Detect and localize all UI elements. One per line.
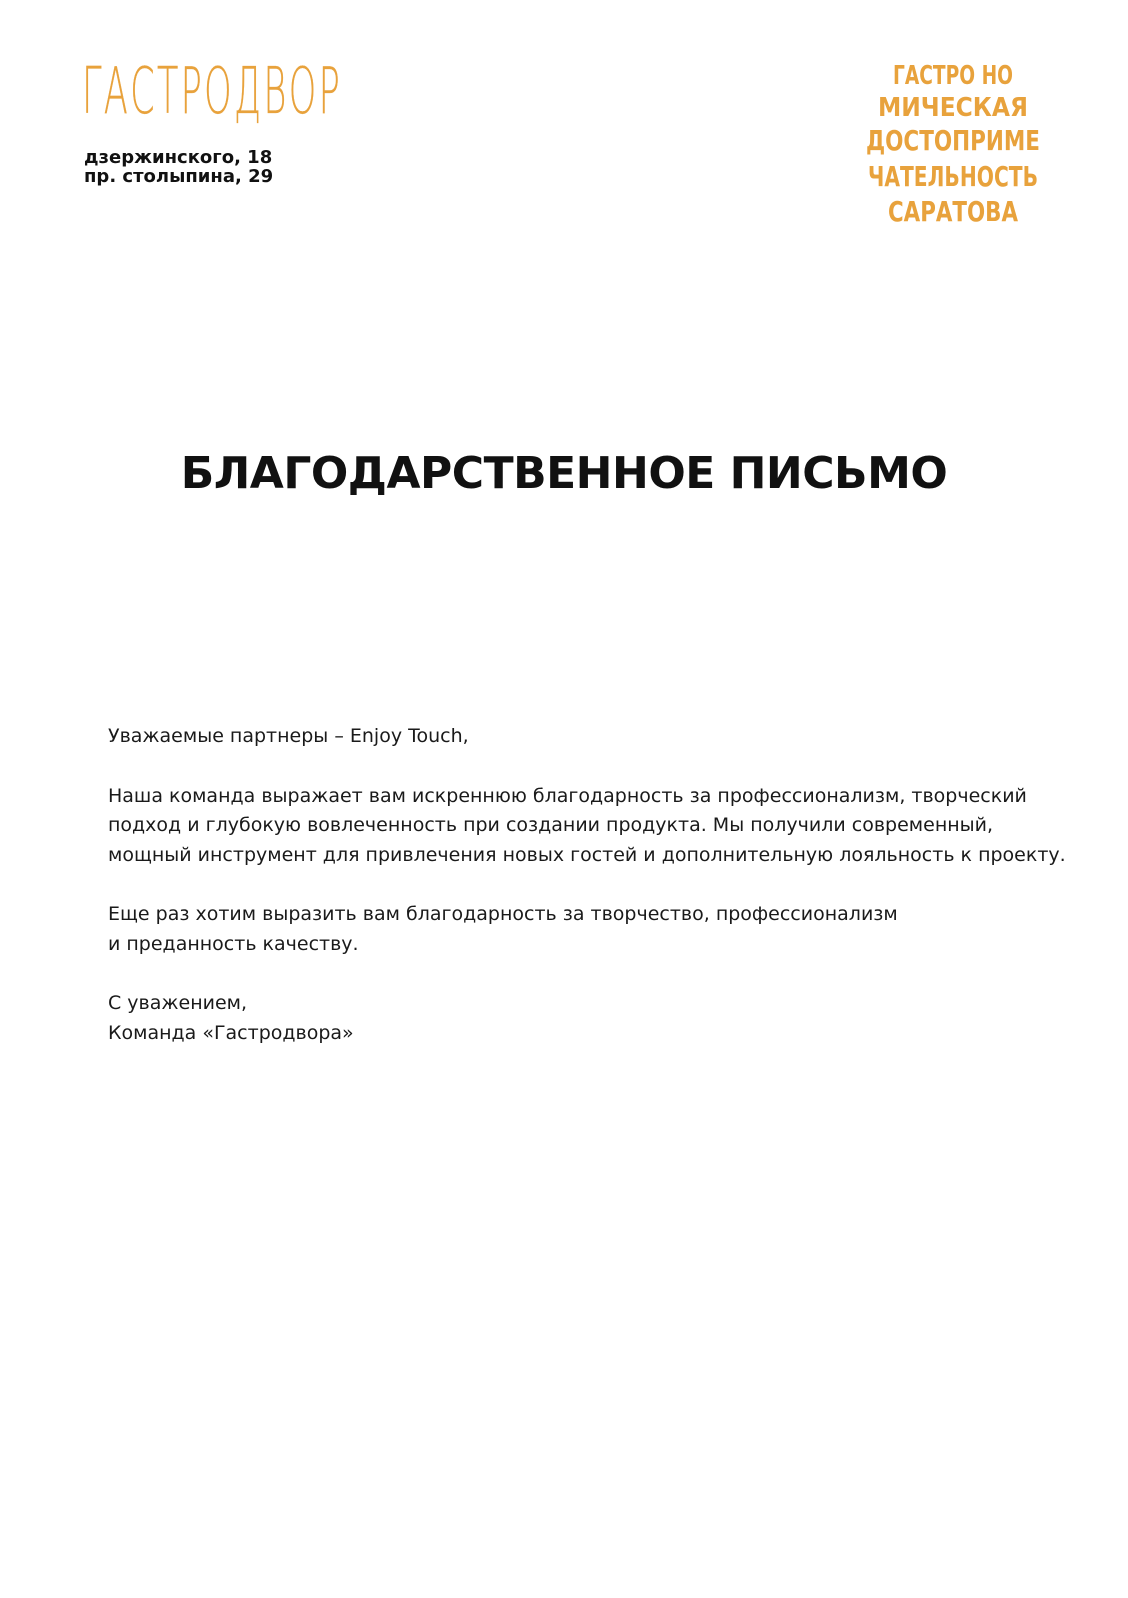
address-line: пр. столыпина, 29 [84, 166, 274, 187]
letter-body [108, 722, 1068, 1048]
badge-line: ДОСТОПРИМЕ [866, 124, 1040, 157]
letter-greeting: Уважаемые партнеры – Enjoy Touch, [108, 725, 469, 747]
paragraph-line: Еще раз хотим выразить вам благодарность за творчество, профессионализм [108, 903, 898, 925]
letter-signature: Команда «Гастродвора» [108, 1021, 354, 1044]
paragraph-line: мощный инструмент для привлечения новых гостей и дополнительную лояльность к проекту. [108, 843, 1066, 866]
letter-title: БЛАГОДАРСТВЕННОЕ ПИСЬМО [180, 448, 948, 499]
letter-closing: С уважением, [108, 992, 248, 1014]
badge-lettering [862, 54, 1044, 234]
gastronomic-landmark-badge [862, 54, 1044, 234]
addresses-block [84, 148, 273, 186]
badge-line: ГАСТРО НО [893, 61, 1013, 91]
paragraph-line: и преданность качеству. [108, 932, 359, 955]
badge-line: МИЧЕСКАЯ [878, 93, 1028, 123]
paragraph-line: подход и глубокую вовлеченность при создании продукта. Мы получили современный, [108, 814, 994, 836]
address-line: дзержинского, 18 [84, 147, 273, 168]
paragraph-line: Наша команда выражает вам искреннюю благодарность за профессионализм, творческий [108, 784, 1027, 807]
letter-paragraph-1 [108, 782, 1068, 871]
badge-line: ЧАТЕЛЬНОСТЬ [868, 160, 1038, 193]
gastrodvor-logo: ГАСТРОДВОР [82, 55, 343, 129]
letter-paragraph-2 [108, 900, 1068, 959]
badge-line: САРАТОВА [888, 195, 1019, 228]
